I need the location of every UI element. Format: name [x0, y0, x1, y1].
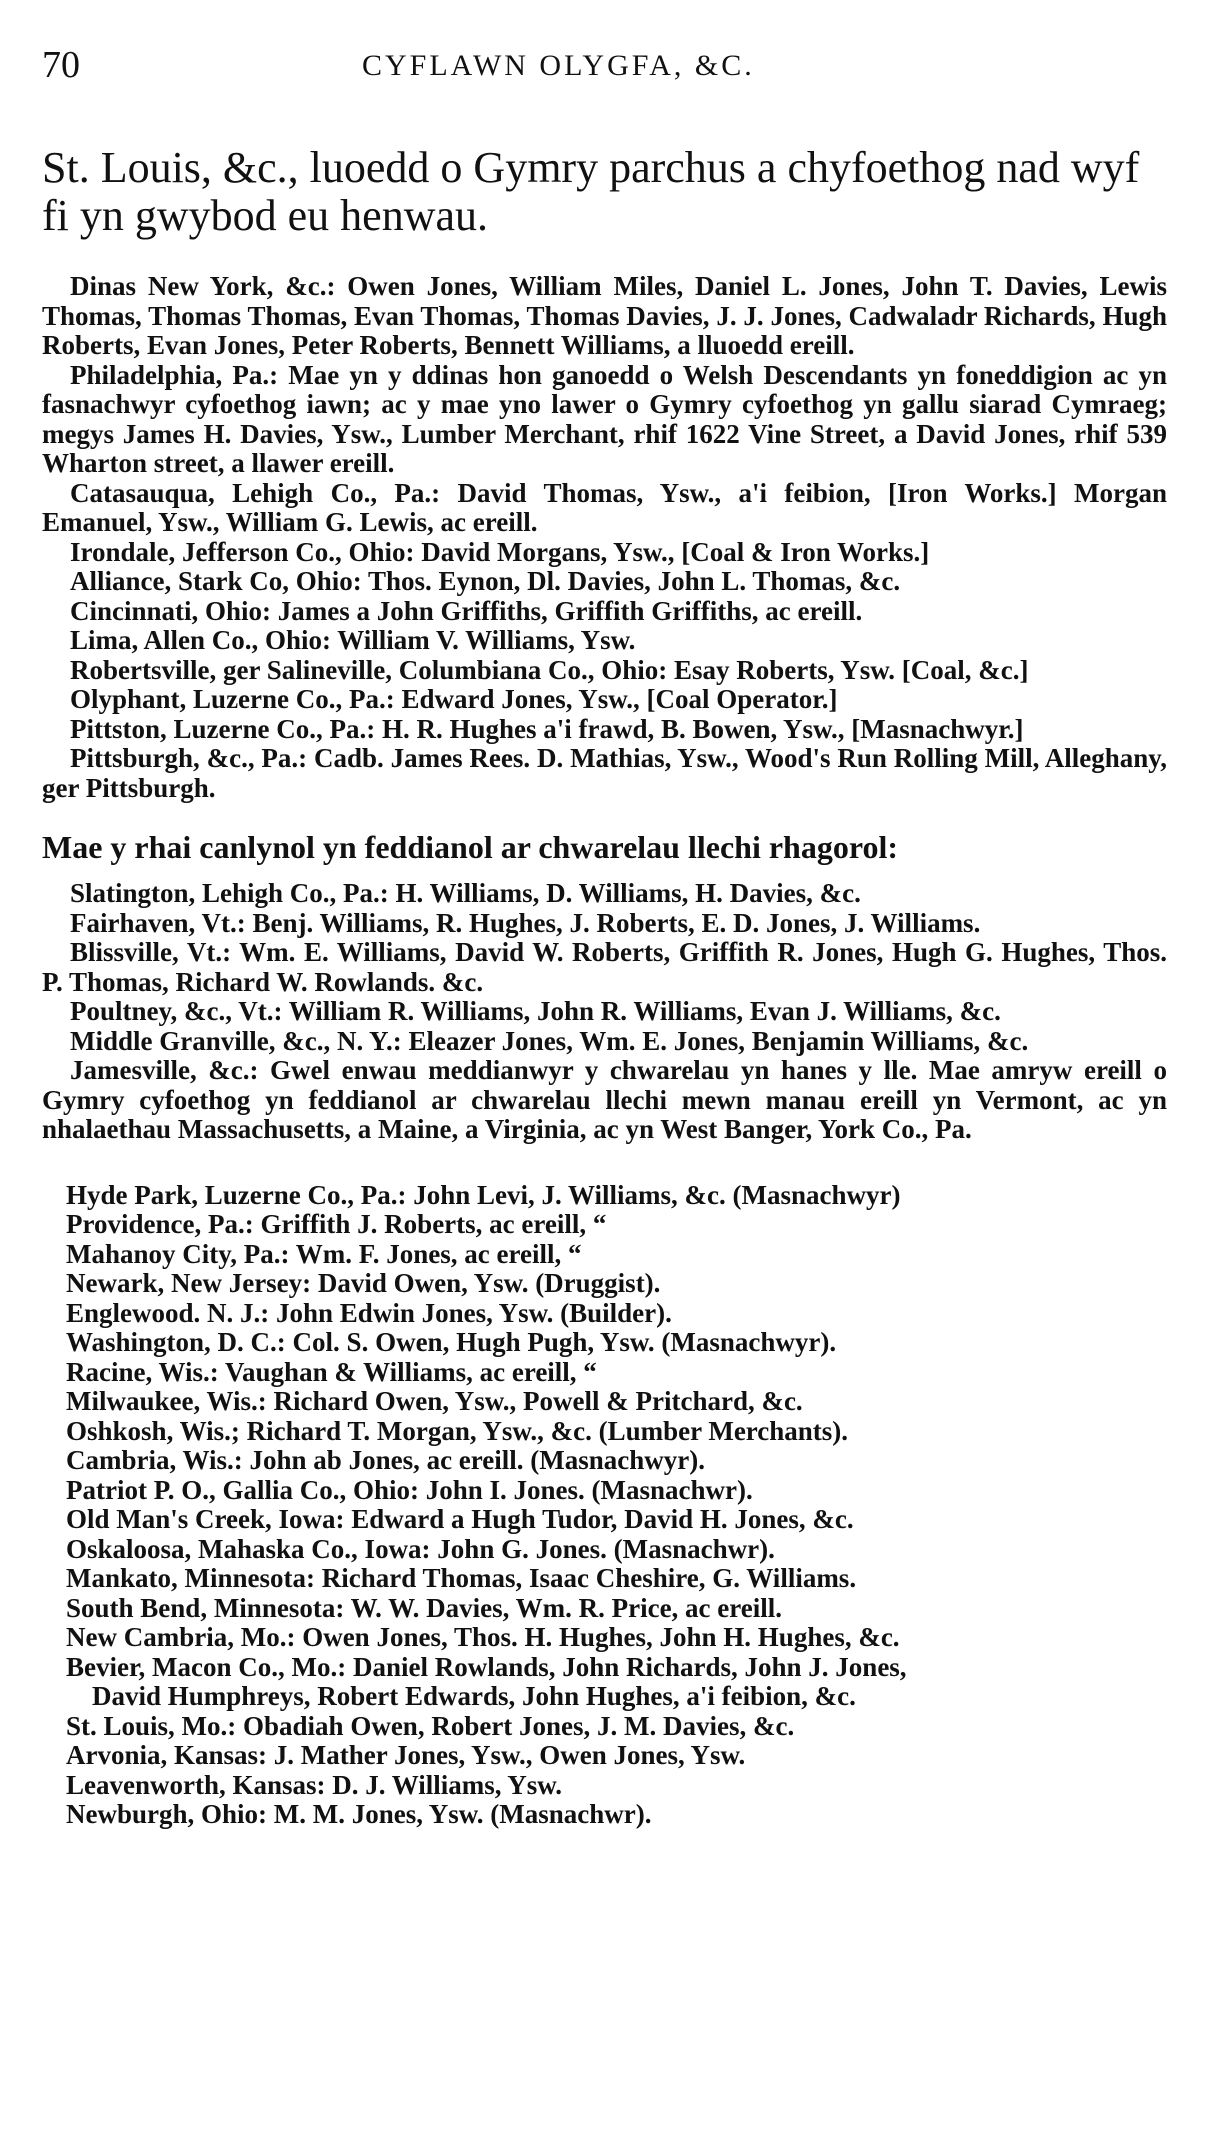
- list-item: Leavenworth, Kansas: D. J. Williams, Ysw.: [66, 1769, 563, 1800]
- entry-middle-granville: Middle Granville, &c., N. Y.: Eleazer Jones, Wm. E. Jones, Benjamin Williams, &c.: [70, 1025, 1029, 1056]
- list-item: Washington, D. C.: Col. S. Owen, Hugh Pugh, Ysw. (Masnachwyr).: [66, 1327, 837, 1357]
- list-item: Mahanoy City, Pa.: Wm. F. Jones, ac ereill, “: [66, 1238, 582, 1269]
- list-item: Racine, Wis.: Vaughan & Williams, ac ereill, “: [66, 1356, 597, 1387]
- lead-paragraph: St. Louis, &c., luoedd o Gymry parchus a chyfoethog nad wyf fi yn gwybod eu henwau.: [42, 143, 1140, 240]
- entry-slatington: Slatington, Lehigh Co., Pa.: H. Williams, D. Williams, H. Davies, &c.: [70, 878, 861, 908]
- list-item: Newark, New Jersey: David Owen, Ysw. (Druggist).: [66, 1268, 661, 1298]
- entry-cincinnati: Cincinnati, Ohio: James a John Griffiths, Griffith Griffiths, ac ereill.: [70, 595, 863, 626]
- book-page: [42, 40, 1167, 1830]
- entry-irondale: Irondale, Jefferson Co., Ohio: David Morgans, Ysw., [Coal & Iron Works.]: [70, 536, 930, 567]
- section-heading-slate-quarries: Mae y rhai canlynol yn feddianol ar chwarelau llechi rhagorol:: [42, 829, 898, 865]
- entry-philadelphia: Philadelphia, Pa.: Mae yn y ddinas hon ganoedd o Welsh Descendants yn foneddigion ac yn fasnachwyr cyfoethog iawn; ac y mae yno lawer o Gymry cyfoethog yn gallu siarad Cymraeg; megys James H. Davies, Ysw., Lumber Merchant, rhif 1622 Vine Street, a David Jones, rhif 539 Wharton street, a llawer ereill.: [42, 359, 1167, 478]
- page-number: 70: [42, 44, 80, 86]
- section-merchants-coal-iron: [42, 272, 1167, 803]
- list-item: Oshkosh, Wis.; Richard T. Morgan, Ysw., &c. (Lumber Merchants).: [66, 1415, 849, 1446]
- list-item-continuation: David Humphreys, Robert Edwards, John Hughes, a'i feibion, &c.: [92, 1681, 856, 1711]
- entry-pittsburgh: Pittsburgh, &c., Pa.: Cadb. James Rees. D. Mathias, Ysw., Wood's Run Rolling Mill, Alleghany, ger Pittsburgh.: [42, 743, 1167, 803]
- list-item: Cambria, Wis.: John ab Jones, ac ereill. (Masnachwyr).: [66, 1445, 705, 1475]
- entry-catasauqua: Catasauqua, Lehigh Co., Pa.: David Thomas, Ysw., a'i feibion, [Iron Works.] Morgan Emanuel, Ysw., William G. Lewis, ac ereill.: [42, 477, 1167, 537]
- list-item: St. Louis, Mo.: Obadiah Owen, Robert Jones, J. M. Davies, &c.: [66, 1710, 795, 1741]
- entry-pittston: Pittston, Luzerne Co., Pa.: H. R. Hughes a'i frawd, B. Bowen, Ysw., [Masnachwyr.]: [70, 713, 1024, 744]
- list-item: New Cambria, Mo.: Owen Jones, Thos. H. Hughes, John H. Hughes, &c.: [66, 1622, 900, 1652]
- list-item: Mankato, Minnesota: Richard Thomas, Isaac Cheshire, G. Williams.: [66, 1563, 857, 1593]
- entry-blissville: Blissville, Vt.: Wm. E. Williams, David W. Roberts, Griffith R. Jones, Hugh G. Hughes, Thos. P. Thomas, Richard W. Rowlands. &c.: [42, 937, 1167, 997]
- section-slate-quarries: [42, 879, 1167, 1145]
- section-towns-list: [42, 1181, 1167, 1830]
- entry-robertsville: Robertsville, ger Salineville, Columbiana Co., Ohio: Esay Roberts, Ysw. [Coal, &c.]: [70, 654, 1029, 685]
- entry-jamesville: Jamesville, &c.: Gwel enwau meddianwyr y chwarelau yn hanes y lle. Mae amryw ereill o Gymry cyfoethog yn feddianol ar chwarelau llechi mewn manau ereill yn Vermont, ac yn nhalaethau Massachusetts, a Maine, a Virginia, ac yn West Banger, York Co., Pa.: [42, 1055, 1167, 1144]
- page-header: [42, 40, 1167, 90]
- entry-olyphant: Olyphant, Luzerne Co., Pa.: Edward Jones, Ysw., [Coal Operator.]: [70, 684, 838, 714]
- list-item: Milwaukee, Wis.: Richard Owen, Ysw., Powell & Pritchard, &c.: [66, 1386, 803, 1416]
- list-item: Hyde Park, Luzerne Co., Pa.: John Levi, J. Williams, &c. (Masnachwyr): [66, 1179, 901, 1210]
- entry-new-york: Dinas New York, &c.: Owen Jones, William Miles, Daniel L. Jones, John T. Davies, Lewis Thomas, Thomas Thomas, Evan Thomas, Thomas Davies, J. J. Jones, Cadwaladr Richards, Hugh Roberts, Evan Jones, Peter Roberts, Bennett Williams, a lluoedd ereill.: [42, 271, 1167, 360]
- list-item: Newburgh, Ohio: M. M. Jones, Ysw. (Masnachwr).: [66, 1799, 652, 1829]
- list-item: Bevier, Macon Co., Mo.: Daniel Rowlands, John Richards, John J. Jones,: [66, 1651, 907, 1682]
- list-item: South Bend, Minnesota: W. W. Davies, Wm. R. Price, ac ereill.: [66, 1592, 783, 1623]
- list-item: Old Man's Creek, Iowa: Edward a Hugh Tudor, David H. Jones, &c.: [66, 1504, 854, 1534]
- list-item: Patriot P. O., Gallia Co., Ohio: John I. Jones. (Masnachwr).: [66, 1474, 753, 1505]
- entry-fairhaven: Fairhaven, Vt.: Benj. Williams, R. Hughes, J. Roberts, E. D. Jones, J. Williams.: [70, 907, 981, 938]
- entry-poultney: Poultney, &c., Vt.: William R. Williams, John R. Williams, Evan J. Williams, &c.: [70, 996, 1001, 1026]
- list-item: Providence, Pa.: Griffith J. Roberts, ac ereill, “: [66, 1209, 607, 1239]
- list-item: Oskaloosa, Mahaska Co., Iowa: John G. Jones. (Masnachwr).: [66, 1533, 775, 1564]
- entry-lima: Lima, Allen Co., Ohio: William V. Williams, Ysw.: [70, 625, 636, 655]
- list-item: Englewood. N. J.: John Edwin Jones, Ysw. (Builder).: [66, 1297, 672, 1328]
- running-head: CYFLAWN OLYGFA, &C.: [362, 49, 755, 82]
- list-item: Arvonia, Kansas: J. Mather Jones, Ysw., Owen Jones, Ysw.: [66, 1740, 746, 1770]
- entry-alliance: Alliance, Stark Co, Ohio: Thos. Eynon, Dl. Davies, John L. Thomas, &c.: [70, 566, 901, 596]
